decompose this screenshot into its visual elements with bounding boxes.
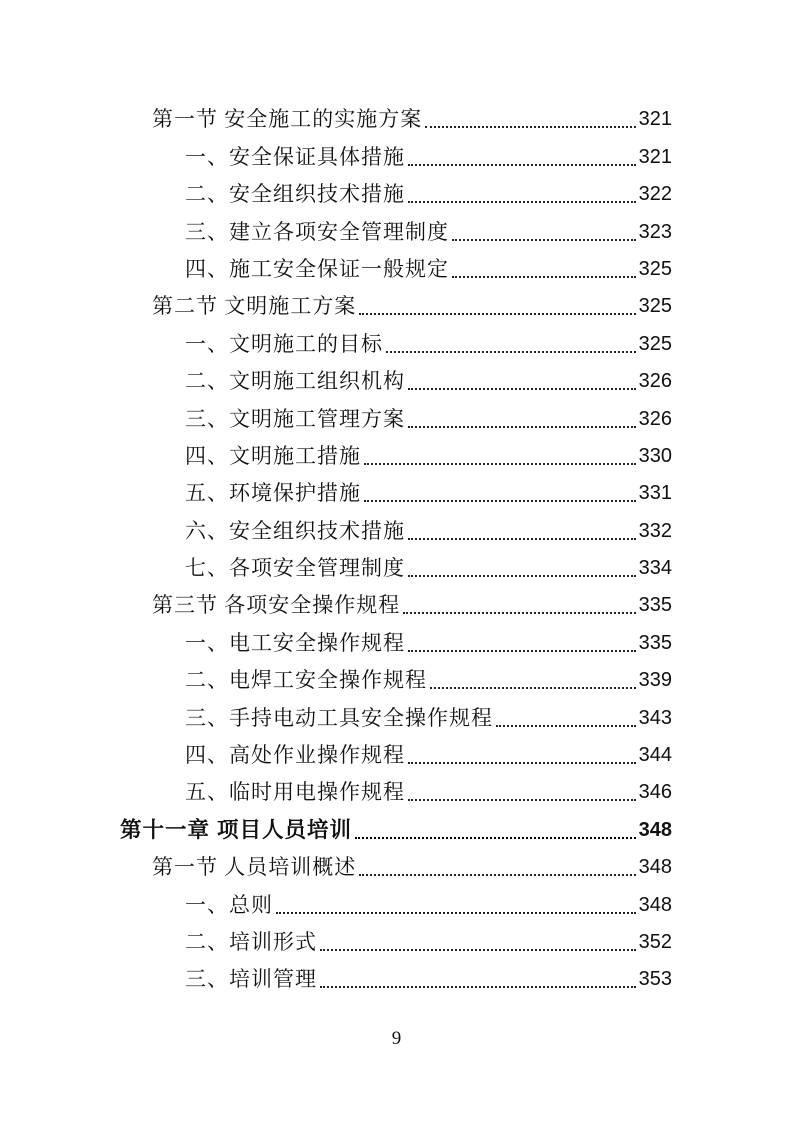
toc-entry-label: 四、文明施工措施 (185, 443, 361, 468)
toc-entry-label: 二、安全组织技术措施 (185, 182, 405, 207)
toc-entry-label: 第一节 人员培训概述 (152, 855, 357, 880)
toc-entry-sub[interactable] (120, 510, 672, 547)
toc-entry-page-number: 321 (638, 145, 672, 168)
toc-entry-sub[interactable] (120, 211, 672, 248)
toc-entry-sub[interactable] (120, 622, 672, 659)
toc-entry-page-number: 321 (638, 108, 672, 131)
toc-entry-label: 三、建立各项安全管理制度 (185, 219, 449, 244)
toc-entry-label: 七、各项安全管理制度 (185, 556, 405, 581)
toc-entry-page-number: 326 (638, 370, 672, 393)
toc-entry-sub[interactable] (120, 398, 672, 435)
toc-entry-sub[interactable] (120, 436, 672, 473)
toc-entry-sub[interactable] (120, 473, 672, 510)
table-of-contents (120, 99, 672, 996)
toc-entry-sub[interactable] (120, 697, 672, 734)
toc-entry-page-number: 331 (638, 482, 672, 505)
toc-entry-label: 四、施工安全保证一般规定 (185, 256, 449, 281)
toc-entry-page-number: 353 (638, 968, 672, 991)
toc-entry-page-number: 322 (638, 183, 672, 206)
toc-entry-sub[interactable] (120, 136, 672, 173)
toc-entry-section[interactable] (120, 847, 672, 884)
toc-entry-label: 四、高处作业操作规程 (185, 743, 405, 768)
toc-entry-sub[interactable] (120, 922, 672, 959)
toc-entry-chapter[interactable] (120, 809, 672, 846)
toc-entry-label: 第十一章 项目人员培训 (120, 817, 352, 842)
toc-entry-sub[interactable] (120, 548, 672, 585)
toc-entry-label: 一、安全保证具体措施 (185, 144, 405, 169)
toc-entry-page-number: 348 (638, 893, 672, 916)
toc-entry-page-number: 339 (638, 669, 672, 692)
toc-entry-label: 三、培训管理 (185, 967, 317, 992)
toc-entry-page-number: 335 (638, 594, 672, 617)
toc-entry-label: 三、文明施工管理方案 (185, 406, 405, 431)
toc-entry-page-number: 346 (638, 781, 672, 804)
toc-entry-label: 三、手持电动工具安全操作规程 (185, 705, 493, 730)
toc-entry-label: 第二节 文明施工方案 (152, 294, 357, 319)
toc-entry-page-number: 344 (638, 744, 672, 767)
toc-entry-sub[interactable] (120, 249, 672, 286)
toc-entry-page-number: 325 (638, 257, 672, 280)
toc-entry-label: 五、临时用电操作规程 (185, 780, 405, 805)
toc-entry-label: 第一节 安全施工的实施方案 (152, 107, 423, 132)
toc-entry-page-number: 332 (638, 519, 672, 542)
toc-entry-page-number: 348 (638, 856, 672, 879)
page-number: 9 (391, 1028, 402, 1049)
toc-entry-label: 六、安全组织技术措施 (185, 518, 405, 543)
toc-entry-label: 五、环境保护措施 (185, 481, 361, 506)
toc-entry-sub[interactable] (120, 174, 672, 211)
toc-entry-sub[interactable] (120, 959, 672, 996)
toc-entry-sub[interactable] (120, 660, 672, 697)
toc-entry-section[interactable] (120, 99, 672, 136)
toc-entry-label: 二、电焊工安全操作规程 (185, 668, 427, 693)
toc-entry-label: 一、总则 (185, 892, 273, 917)
toc-entry-label: 一、文明施工的目标 (185, 331, 383, 356)
toc-entry-label: 二、培训形式 (185, 929, 317, 954)
toc-entry-page-number: 326 (638, 407, 672, 430)
toc-entry-sub[interactable] (120, 884, 672, 921)
toc-entry-sub[interactable] (120, 735, 672, 772)
toc-entry-page-number: 348 (638, 818, 672, 841)
toc-entry-page-number: 325 (638, 332, 672, 355)
page-footer (0, 1028, 793, 1050)
toc-entry-section[interactable] (120, 585, 672, 622)
toc-entry-sub[interactable] (120, 323, 672, 360)
toc-entry-page-number: 352 (638, 930, 672, 953)
toc-entry-page-number: 325 (638, 295, 672, 318)
toc-entry-page-number: 323 (638, 220, 672, 243)
toc-entry-page-number: 334 (638, 557, 672, 580)
toc-entry-section[interactable] (120, 286, 672, 323)
toc-entry-sub[interactable] (120, 772, 672, 809)
toc-entry-label: 第三节 各项安全操作规程 (152, 593, 401, 618)
toc-entry-sub[interactable] (120, 361, 672, 398)
toc-entry-label: 二、文明施工组织机构 (185, 369, 405, 394)
toc-entry-page-number: 335 (638, 631, 672, 654)
toc-entry-page-number: 343 (638, 706, 672, 729)
toc-entry-page-number: 330 (638, 444, 672, 467)
toc-entry-label: 一、电工安全操作规程 (185, 630, 405, 655)
